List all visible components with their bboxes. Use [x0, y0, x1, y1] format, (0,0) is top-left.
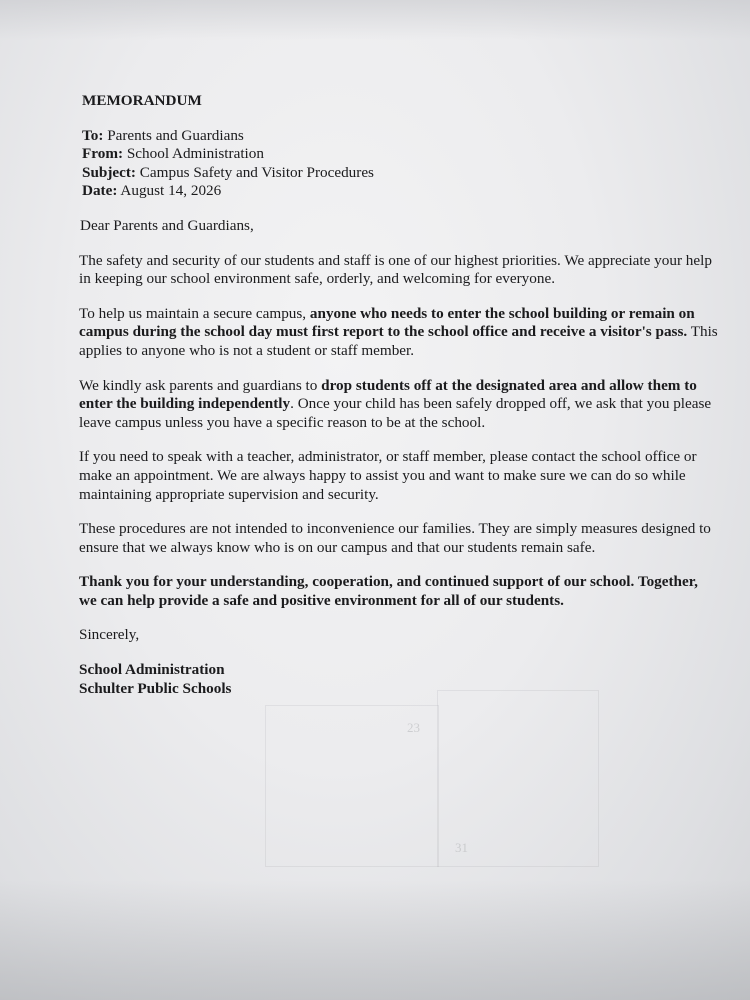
- show-through-number: 23: [407, 720, 420, 735]
- signature-line-2: Schulter Public Schools: [79, 679, 232, 697]
- closing: Sincerely,: [79, 626, 140, 644]
- paragraph-procedures: These procedures are not intended to inconvenience our families. They are simply measures designed to ensure that we always know who is on our campus and that our students remain safe.: [79, 520, 711, 556]
- signature-line-1: School Administration: [79, 661, 225, 679]
- memo-title: MEMORANDUM: [82, 92, 202, 109]
- p2-text-bold: anyone who needs to enter the school building or remain on campus during the school day must first report to the school office and receive a visitor's pass.: [79, 304, 695, 341]
- subject-line: [82, 164, 719, 183]
- date-value: August 14, 2026: [120, 182, 222, 200]
- paragraph-thanks: Thank you for your understanding, cooperation, and continued support of our school. Together, we can help provide a safe and positive environment for all of our students.: [79, 573, 698, 609]
- greeting: Dear Parents and Guardians,: [80, 216, 254, 234]
- paragraph-contact: If you need to speak with a teacher, administrator, or staff member, please contact the school office or make an appointment. We are always happy to assist you and want to make sure we can do so while maintaining appropriate supervision and security.: [79, 448, 697, 503]
- from-label: From:: [82, 145, 124, 163]
- memo-header: [79, 127, 719, 201]
- p2-text-a: To help us maintain a secure campus,: [79, 304, 310, 322]
- p3-text-bold: drop students off at the designated area and allow them to enter the building independently: [79, 376, 697, 413]
- p3-text-c: . Once your child has been safely dropped off, we ask that you please leave campus unless you have a specific reason to be at the school.: [79, 395, 712, 431]
- paragraph-priorities: The safety and security of our students and staff is one of our highest priorities. We appreciate your help in keeping our school environment safe, orderly, and welcoming for everyone.: [79, 251, 712, 288]
- p3-text-a: We kindly ask parents and guardians to: [79, 376, 322, 394]
- memo-document: [79, 92, 719, 698]
- to-label: To:: [82, 126, 104, 144]
- to-line: [82, 127, 719, 146]
- show-through-number: 31: [455, 840, 468, 855]
- date-line: [82, 182, 719, 201]
- subject-label: Subject:: [82, 163, 136, 181]
- p2-text-c: This applies to anyone who is not a student or staff member.: [79, 323, 718, 359]
- subject-value: Campus Safety and Visitor Procedures: [139, 163, 374, 181]
- bottom-shadow: [0, 880, 750, 1000]
- paragraph-visitor-pass: [79, 305, 719, 361]
- from-value: School Administration: [126, 145, 264, 163]
- paragraph-drop-off: [79, 377, 719, 433]
- to-value: Parents and Guardians: [107, 126, 244, 144]
- top-shadow: [0, 0, 750, 40]
- date-label: Date:: [82, 182, 118, 200]
- from-line: [82, 145, 719, 164]
